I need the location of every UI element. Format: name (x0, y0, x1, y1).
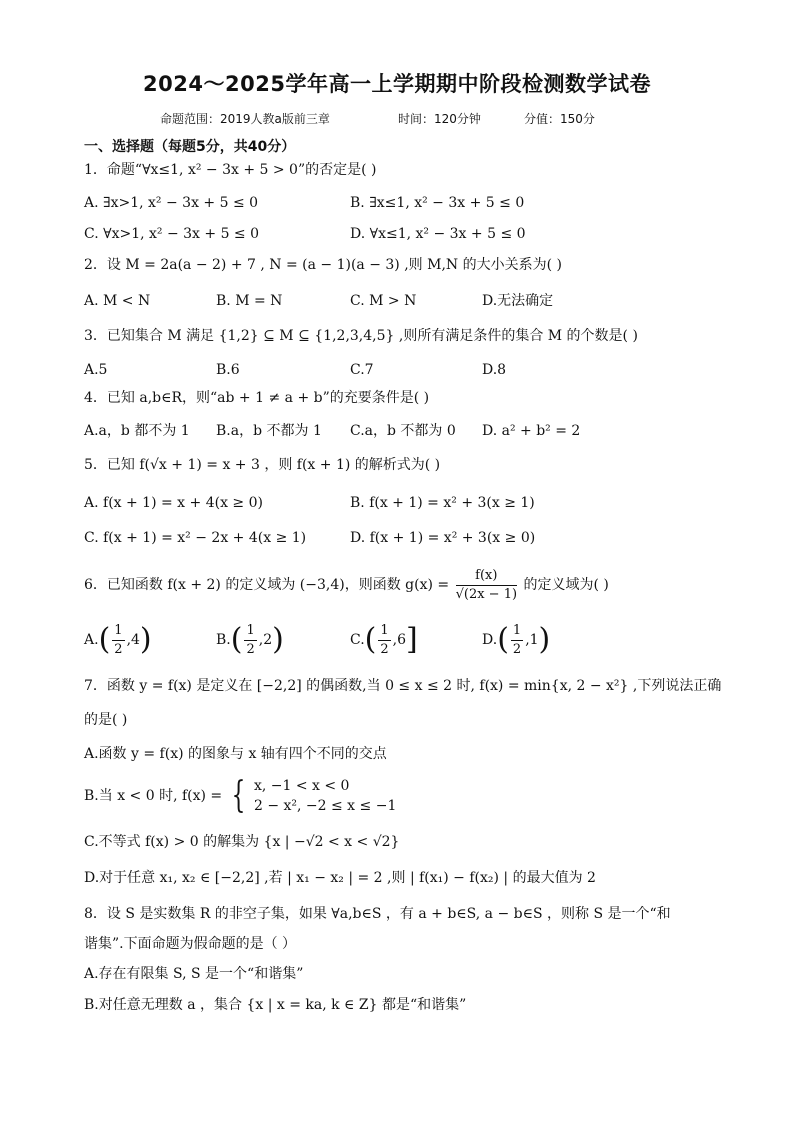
q7-option-c: C.不等式 f(x) > 0 的解集为 {x | −√2 < x < √2} (84, 834, 400, 850)
q6-fraction-denominator: √(2x − 1) (455, 586, 518, 602)
q6-stem-pre: 6．已知函数 f(x + 2) 的定义域为 (−3,4)，则函数 g(x) = (84, 577, 450, 593)
q3-option-a: A.5 (84, 362, 108, 378)
q6-option-a-label: A. (84, 632, 99, 648)
q4-option-d: D. a² + b² = 2 (482, 423, 581, 439)
q8-stem-line2: 谐集”.下面命题为假命题的是（ ） (84, 936, 297, 952)
q7-option-b: B.当 x < 0 时, f(x) = { x, −1 < x < 0 2 − x², −2 ≤ x ≤ −1 (84, 775, 397, 816)
q1-option-b: B. ∃x≤1, x² − 3x + 5 ≤ 0 (350, 195, 525, 211)
q2-option-b: B. M = N (216, 293, 283, 309)
q2-option-d: D.无法确定 (482, 293, 554, 309)
q5-option-a: A. f(x + 1) = x + 4(x ≥ 0) (84, 495, 263, 511)
q6-option-c-label: C. (350, 632, 365, 648)
q6-option-d-tail: ,1 (525, 632, 539, 648)
q6-fraction-numerator: f(x) (456, 567, 517, 586)
q6-stem (84, 566, 609, 604)
q7-case-1: x, −1 < x < 0 (253, 778, 350, 794)
section-heading: 一、选择题（每题5分，共40分） (84, 139, 296, 155)
q3-stem: 3．已知集合 M 满足 {1,2} ⊆ M ⊆ {1,2,3,4,5} ,则所有满足条件的集合 M 的个数是( ) (84, 328, 638, 344)
q3-option-d: D.8 (482, 362, 507, 378)
q8-option-a: A.存在有限集 S, S 是一个“和谐集” (84, 966, 304, 982)
q1-option-a: A. ∃x>1, x² − 3x + 5 ≤ 0 (84, 195, 259, 211)
q1-stem: 1．命题“∀x≤1, x² − 3x + 5 > 0”的否定是( ) (84, 162, 377, 178)
q7-option-b-pre: B.当 x < 0 时, f(x) = (84, 788, 223, 804)
q6-option-d-half (511, 622, 523, 659)
q7-piecewise (254, 776, 396, 816)
q4-stem: 4．已知 a,b∈R，则“ab + 1 ≠ a + b”的充要条件是( ) (84, 390, 430, 406)
q5-option-c: C. f(x + 1) = x² − 2x + 4(x ≥ 1) (84, 530, 307, 546)
q6-option-c-half (378, 622, 390, 659)
q7-option-d: D.对于任意 x₁, x₂ ∈ [−2,2] ,若 | x₁ − x₂ | = 2 ,则 | f(x₁) − f(x₂) | 的最大值为 2 (84, 870, 596, 886)
q6-option-b-label: B. (216, 632, 231, 648)
q6-option-a-tail: ,4 (126, 632, 140, 648)
q3-option-c: C.7 (350, 362, 374, 378)
q7-stem-line1: 7．函数 y = f(x) 是定义在 [−2,2] 的偶函数,当 0 ≤ x ≤ 2 时, f(x) = min{x, 2 − x²} ,下列说法正确 (84, 678, 722, 694)
q3-option-b: B.6 (216, 362, 240, 378)
half-numerator: 1 (112, 622, 124, 641)
half-numerator: 1 (244, 622, 256, 641)
q4-option-c: C.a，b 不都为 0 (350, 423, 456, 439)
half-numerator: 1 (378, 622, 390, 641)
half-denominator: 2 (114, 641, 123, 657)
q6-option-c: C.( $\frac{1}{2}$ ,6] (350, 622, 418, 657)
q7-stem-line2: 的是( ) (84, 712, 128, 728)
q6-option-d: D.( $\frac{1}{2}$ ,1) (482, 622, 551, 657)
q4-option-b: B.a，b 不都为 1 (216, 423, 322, 439)
exam-time: 时间：120分钟 (398, 112, 481, 126)
q6-option-a: A.( $\frac{1}{2}$ ,4) (84, 622, 152, 657)
q6-option-a-half (112, 622, 124, 659)
q2-stem: 2．设 M = 2a(a − 2) + 7 , N = (a − 1)(a − 3) ,则 M,N 的大小关系为( ) (84, 257, 562, 273)
q6-stem-post: 的定义域为( ) (523, 577, 609, 593)
q2-option-c: C. M > N (350, 293, 417, 309)
q5-stem: 5．已知 f(√x + 1) = x + 3 ，则 f(x + 1) 的解析式为( ) (84, 457, 441, 473)
q4-option-a: A.a，b 都不为 1 (84, 423, 190, 439)
q6-option-c-tail: ,6 (392, 632, 407, 648)
q6-option-b: B.( $\frac{1}{2}$ ,2) (216, 622, 284, 657)
q8-option-b: B.对任意无理数 a ，集合 {x | x = ka, k ∈ Z} 都是“和谐集” (84, 997, 467, 1013)
half-denominator: 2 (512, 641, 522, 657)
q2-option-a: A. M < N (84, 293, 151, 309)
q1-option-d: D. ∀x≤1, x² − 3x + 5 ≤ 0 (350, 226, 526, 242)
exam-score: 分值：150分 (524, 112, 595, 126)
q8-stem-line1: 8．设 S 是实数集 R 的非空子集，如果 ∀a,b∈S ，有 a + b∈S, a − b∈S ，则称 S 是一个“和 (84, 906, 671, 922)
exam-scope: 命题范围：2019人教a版前三章 (160, 112, 330, 126)
q5-option-b: B. f(x + 1) = x² + 3(x ≥ 1) (350, 495, 535, 511)
q6-option-d-label: D. (482, 632, 498, 648)
exam-title: 2024～2025学年高一上学期期中阶段检测数学试卷 (143, 72, 651, 96)
half-denominator: 2 (246, 641, 255, 657)
q5-option-d: D. f(x + 1) = x² + 3(x ≥ 0) (350, 530, 536, 546)
q1-option-c: C. ∀x>1, x² − 3x + 5 ≤ 0 (84, 226, 260, 242)
q6-fraction (456, 567, 517, 604)
half-numerator: 1 (511, 622, 523, 641)
q6-option-b-tail: ,2 (258, 632, 273, 648)
q7-option-a: A.函数 y = f(x) 的图象与 x 轴有四个不同的交点 (84, 746, 387, 762)
half-denominator: 2 (380, 641, 389, 657)
q6-option-b-half (244, 622, 256, 659)
q7-case-2: 2 − x², −2 ≤ x ≤ −1 (253, 798, 397, 814)
